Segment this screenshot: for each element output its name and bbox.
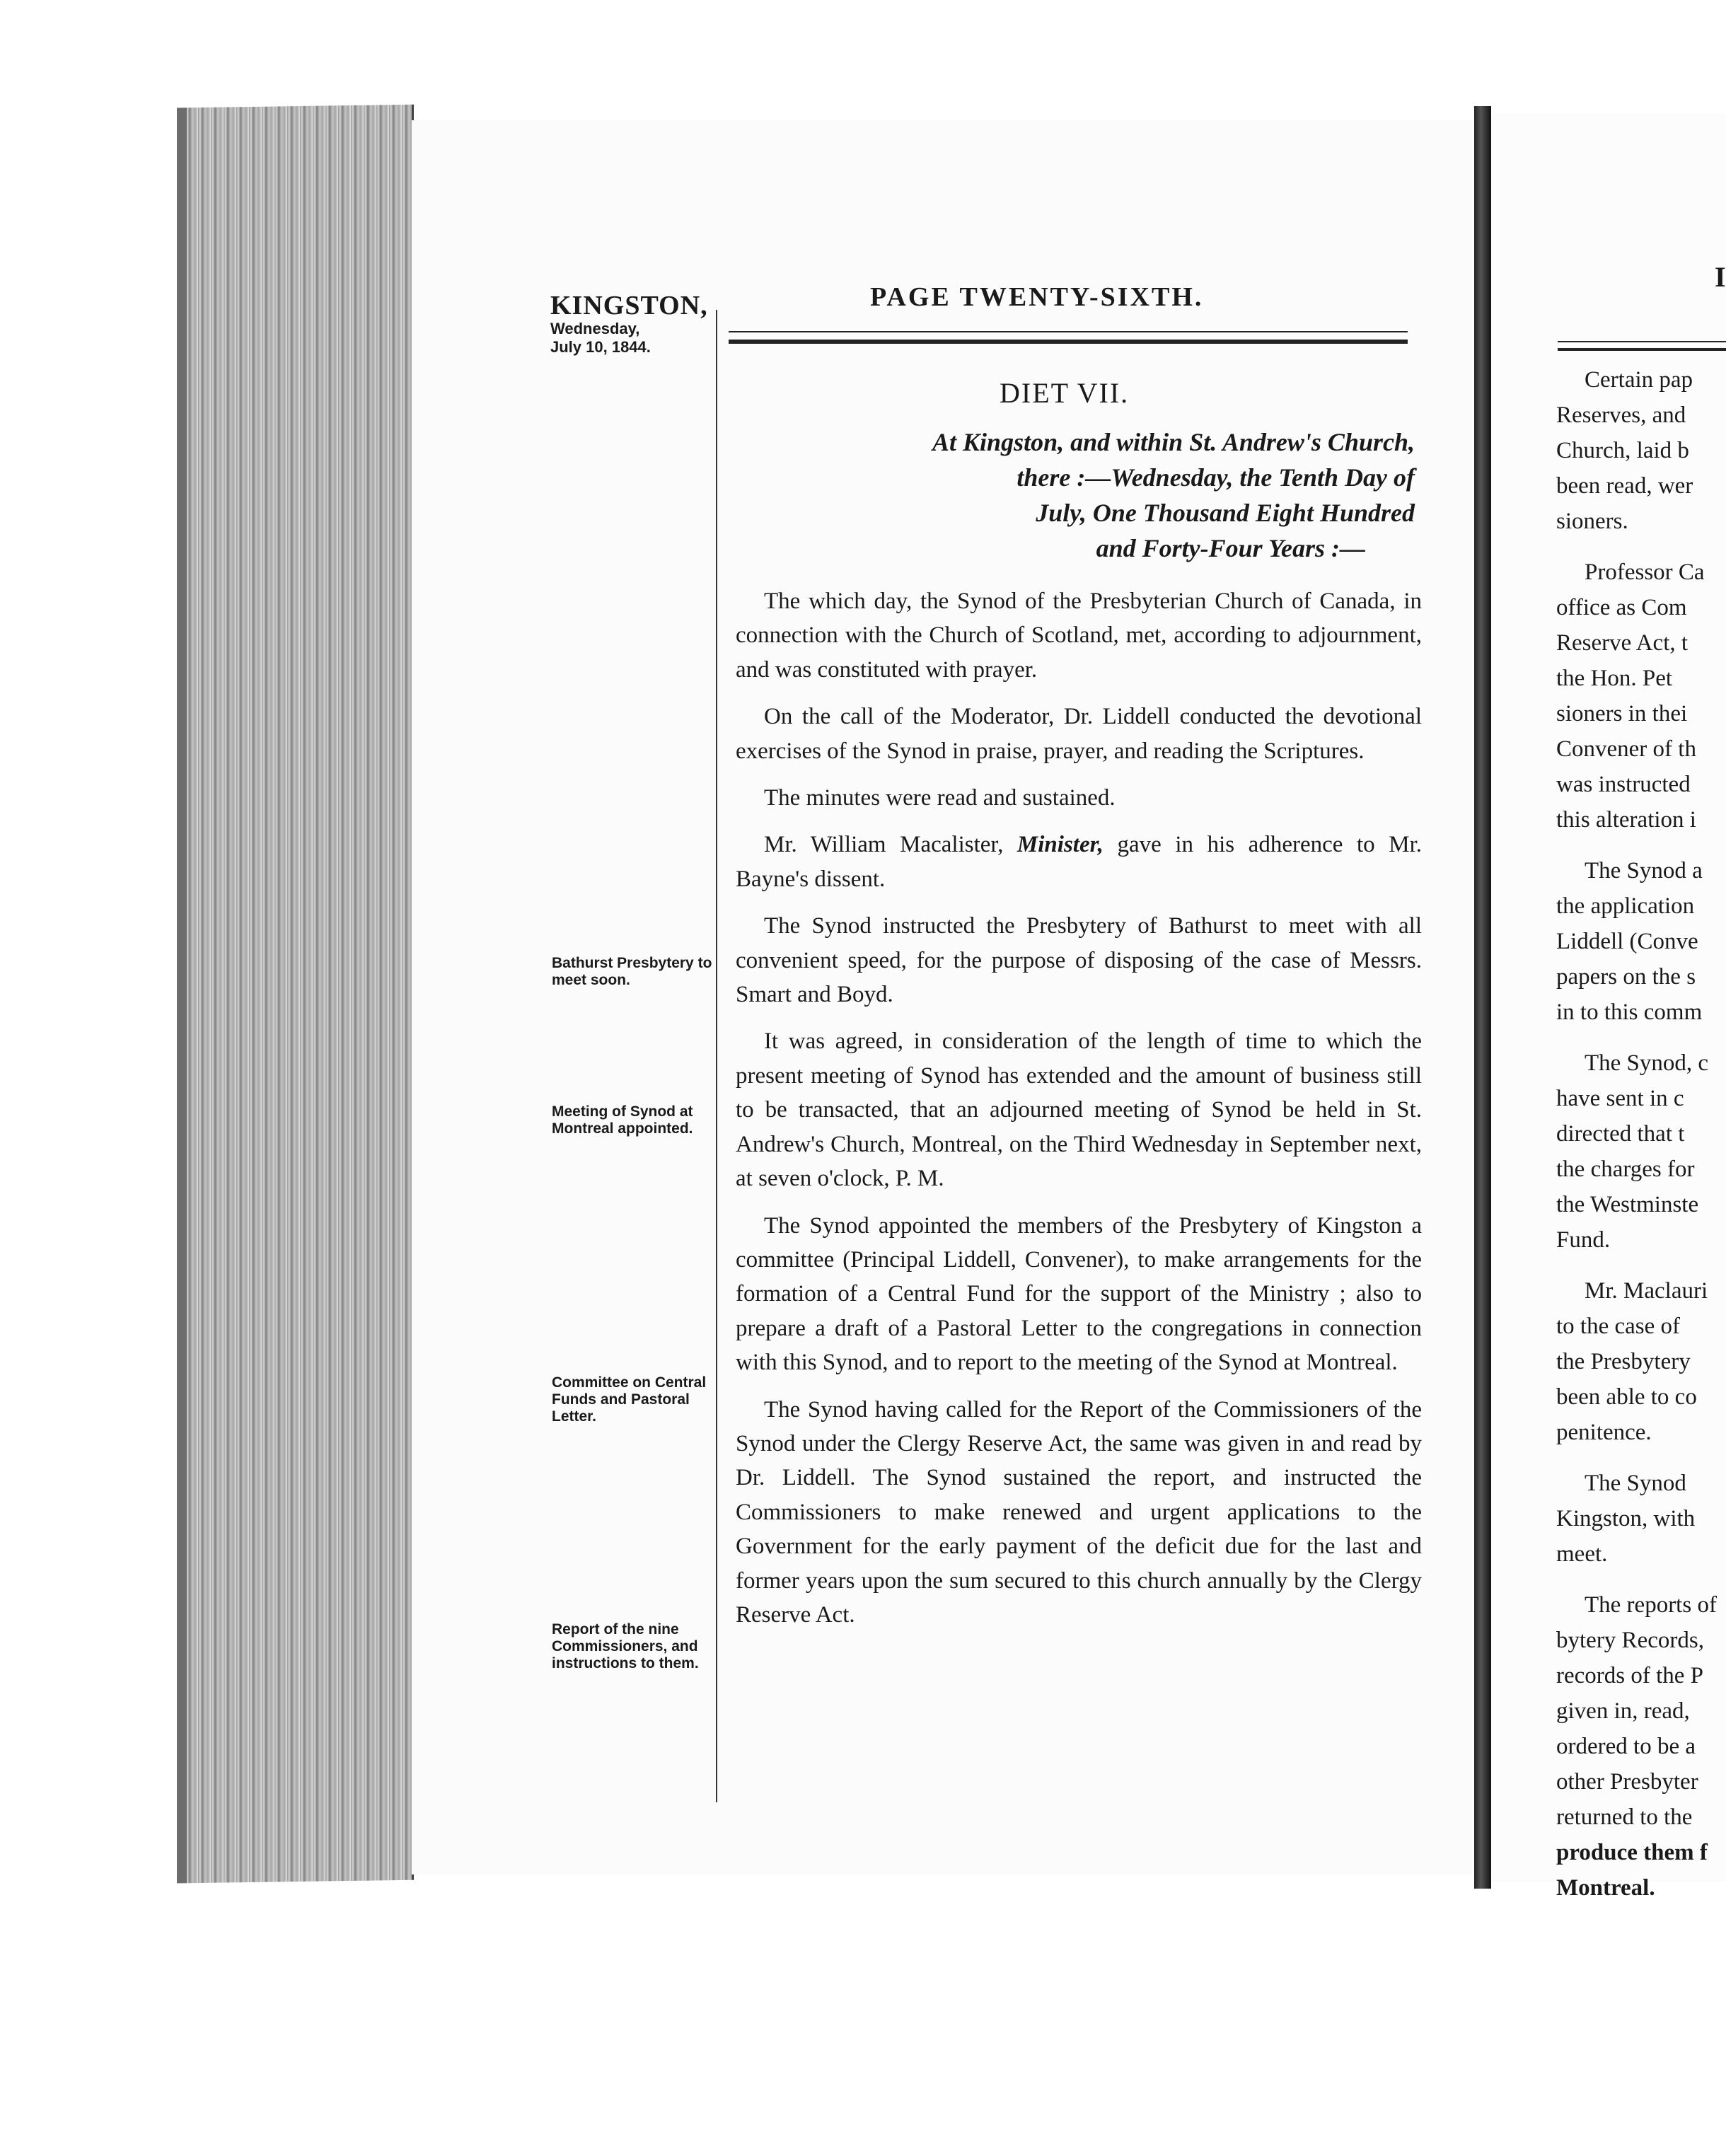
diet-title: DIET VII. — [1000, 377, 1130, 409]
session-heading — [849, 424, 1415, 566]
paragraph-commissioners-report: The Synod having called for the Report of the Commissioners of the Synod under the Clergy Reserve Act, the same was given in and read by Dr. Liddell. The Synod sustained the report, and instructed the Commissioners to make renewed and urgent applications to the Government for the early payment of the deficit due for the last and former years upon the sum secured to this church annually by the Clergy Reserve Act. — [736, 1396, 1422, 1628]
right-page-line: Professor Ca — [1585, 560, 1705, 585]
book-gutter — [1474, 106, 1491, 1889]
right-page-line: the Westminste — [1556, 1192, 1699, 1217]
right-page-line: Church, laid b — [1556, 438, 1689, 463]
right-page-gap — [1556, 1450, 1726, 1466]
right-page-line: the application — [1556, 893, 1695, 919]
right-page-line: The Synod — [1585, 1471, 1686, 1496]
right-page-line: Fund. — [1556, 1227, 1611, 1253]
right-page-line: ordered to be a — [1556, 1734, 1696, 1759]
right-page-line: bytery Records, — [1556, 1628, 1704, 1653]
page-title: PAGE TWENTY-SIXTH. — [870, 282, 1204, 312]
margin-note-committee: Committee on Central Funds and Pastoral Letter. — [552, 1374, 707, 1425]
paragraph-minutes: The minutes were read and sustained. — [764, 785, 1116, 811]
dateline-weekday: Wednesday, — [550, 320, 640, 337]
right-page-line: The Synod, c — [1585, 1050, 1709, 1076]
right-page-line: records of the P — [1556, 1663, 1704, 1688]
right-page-line: Mr. Maclauri — [1585, 1278, 1708, 1304]
right-page-rule — [1558, 341, 1726, 351]
right-page-line: penitence. — [1556, 1420, 1652, 1445]
right-page-line: the Hon. Pet — [1556, 666, 1673, 691]
right-page-line: this alteration i — [1556, 807, 1696, 833]
right-page-line: sioners. — [1556, 509, 1628, 534]
margin-place: KINGSTON, — [550, 291, 708, 320]
right-page-line: was instructed — [1556, 772, 1691, 797]
right-page-line: other Presbyter — [1556, 1769, 1698, 1795]
right-page-line: Convener of th — [1556, 736, 1696, 762]
margin-note-bathurst: Bathurst Presbytery to meet soon. — [552, 955, 712, 988]
right-page-gap — [1556, 1572, 1726, 1587]
right-page-gap — [1556, 539, 1726, 555]
right-page-line: papers on the s — [1556, 964, 1696, 990]
right-page-line: Kingston, with — [1556, 1506, 1696, 1531]
right-page-line: The Synod a — [1585, 858, 1703, 883]
minutes-body — [736, 584, 1422, 1645]
session-heading-line: and Forty-Four Years :— — [1096, 534, 1365, 562]
dateline-date: July 10, 1844. — [550, 338, 651, 356]
session-heading-line: At Kingston, and within St. Andrew's Church, — [932, 428, 1415, 456]
margin-dateline — [550, 320, 651, 357]
right-page-line: returned to the — [1556, 1804, 1693, 1830]
right-page-line: been able to co — [1556, 1384, 1697, 1410]
right-page-gap — [1556, 1030, 1726, 1045]
paragraph-committee: The Synod appointed the members of the Presbytery of Kingston a committee (Principal Liddell, Convener), to make arrangements for the formation of a Central Fund for the support of the Ministry ; also to prepare a draft of a Pastoral Letter to the congregations in connection with this Synod, and to report to the meeting of the Synod at Montreal. — [736, 1212, 1422, 1376]
right-page-line: The reports of — [1585, 1592, 1717, 1618]
paragraph-adjourned-meeting: It was agreed, in consideration of the length of time to which the present meeting of Synod has extended and the amount of business still to be transacted, that an adjourned meeting of Synod be held in St. Andrew's Church, Montreal, on the Third Wednesday in September next, at seven o'clock, P. M. — [736, 1028, 1422, 1192]
right-page-line: produce them f — [1556, 1840, 1708, 1865]
right-page-line: Reserves, and — [1556, 402, 1686, 428]
right-page-line: the Presbytery — [1556, 1349, 1691, 1374]
margin-note-commissioners: Report of the nine Commissioners, and instructions to them. — [552, 1621, 699, 1671]
right-page-line: have sent in c — [1556, 1086, 1684, 1111]
paragraph-constitution: The which day, the Synod of the Presbyterian Church of Canada, in connection with the Church of Scotland, met, according to adjournment, and was constituted with prayer. — [736, 589, 1422, 683]
session-heading-line: July, One Thousand Eight Hundred — [1036, 499, 1415, 527]
right-page-line: sioners in thei — [1556, 701, 1688, 726]
minister-italic: Minister, — [1017, 832, 1104, 858]
paragraph-bathurst: The Synod instructed the Presbytery of Bathurst to meet with all convenient speed, for the purpose of disposing of the case of Messrs. Smart and Boyd. — [736, 913, 1422, 1008]
right-page-line: directed that t — [1556, 1121, 1685, 1147]
paragraph-devotions: On the call of the Moderator, Dr. Liddell conducted the devotional exercises of the Synod in praise, prayer, and reading the Scriptures. — [736, 704, 1422, 764]
session-heading-line: there :—Wednesday, the Tenth Day of — [1017, 463, 1415, 492]
right-page-line: office as Com — [1556, 595, 1687, 620]
right-page-line: to the case of — [1556, 1314, 1681, 1339]
margin-note-montreal-meeting: Meeting of Synod at Montreal appointed. — [552, 1103, 693, 1137]
header-rule — [729, 331, 1408, 344]
right-page-line: Reserve Act, t — [1556, 630, 1689, 656]
right-page-header: I — [1715, 261, 1726, 293]
right-page-line: Montreal. — [1556, 1875, 1655, 1901]
right-page-line: Certain pap — [1585, 367, 1693, 393]
margin-column-rule — [716, 310, 717, 1802]
paragraph-adherence: Mr. William Macalister, Minister, gave in his adherence to Mr. Bayne's dissent. — [736, 832, 1422, 892]
right-page-line: Liddell (Conve — [1556, 929, 1698, 954]
right-page-gap — [1556, 838, 1726, 853]
book-cover-edge — [177, 108, 187, 1883]
right-page-text — [1556, 362, 1726, 1906]
right-page-line: in to this comm — [1556, 999, 1703, 1025]
right-page-line: given in, read, — [1556, 1698, 1690, 1724]
right-page-line: been read, wer — [1556, 473, 1693, 499]
book-page-edges — [185, 105, 414, 1884]
right-page-line: the charges for — [1556, 1157, 1695, 1182]
right-page-line: meet. — [1556, 1541, 1608, 1567]
right-page-gap — [1556, 1258, 1726, 1273]
